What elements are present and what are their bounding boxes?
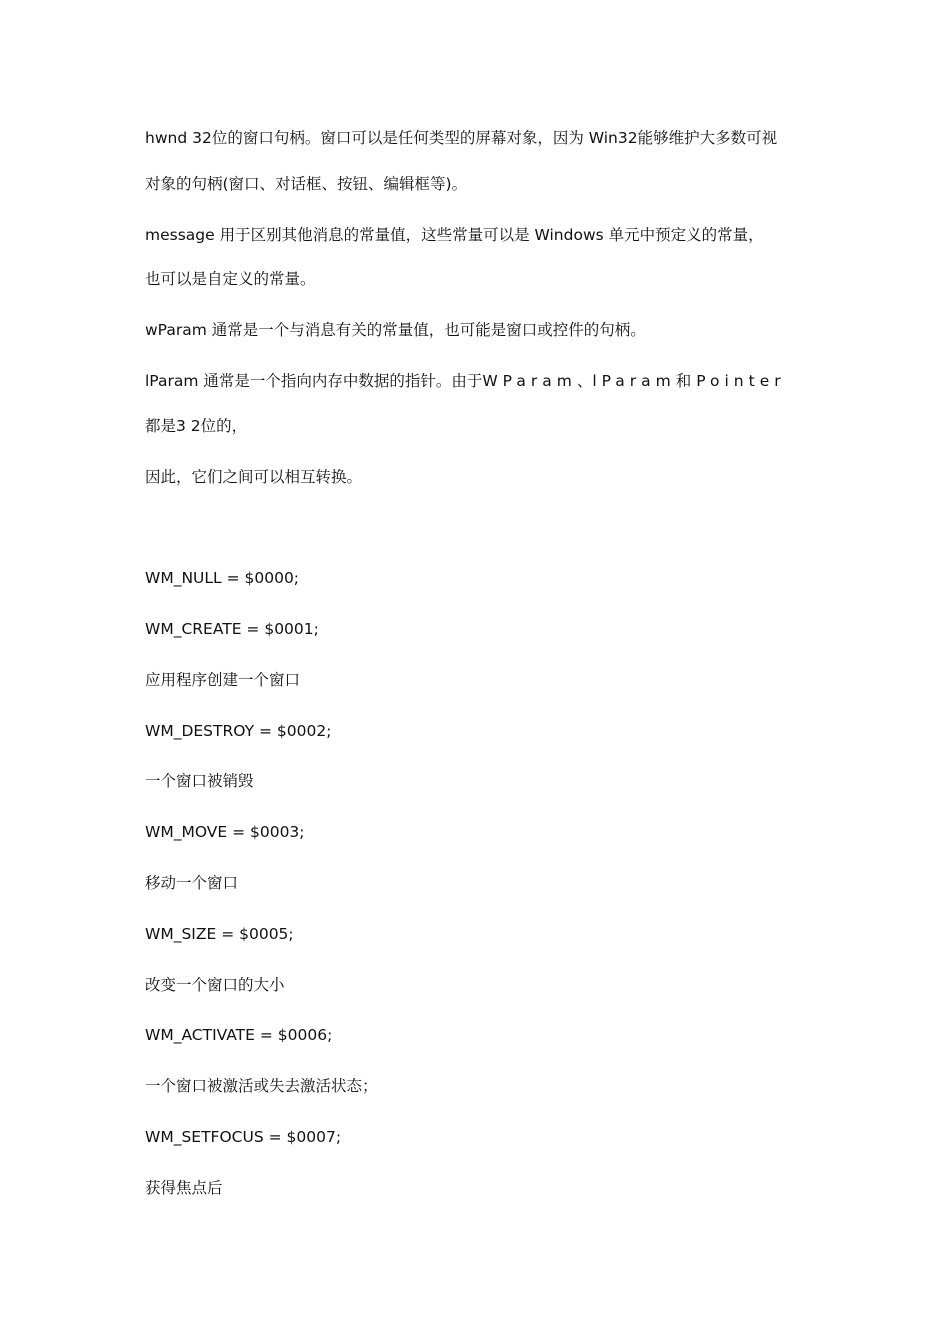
message-desc-wm-activate: 一个窗口被激活或失去激活状态；: [145, 1077, 378, 1095]
conjunction: 和: [675, 372, 692, 390]
message-desc-wm-destroy: 一个窗口被销毁: [145, 772, 254, 790]
message-code-wm-size: WM_SIZE = $0005;: [145, 925, 294, 943]
message-code-wm-destroy: WM_DESTROY = $0002;: [145, 722, 332, 740]
lparam-term: lParam: [592, 372, 676, 390]
message-code-wm-setfocus: WM_SETFOCUS = $0007;: [145, 1128, 342, 1146]
message-desc-wm-move: 移动一个窗口: [145, 874, 239, 892]
lparam-prefix: lParam 通常是一个指向内存中数据的指针。由于: [145, 372, 483, 390]
message-description-line-1: message 用于区别其他消息的常量值，这些常量可以是 Windows 单元中预定义的常量，: [145, 226, 764, 244]
wparam-term: WParam: [482, 372, 577, 390]
message-description-line-2: 也可以是自定义的常量。: [145, 270, 316, 288]
hwnd-description-line-1: hwnd 32位的窗口句柄。窗口可以是任何类型的屏幕对象，因为 Win32能够维护大多数可视: [145, 129, 778, 147]
message-code-wm-create: WM_CREATE = $0001;: [145, 620, 319, 638]
message-code-wm-move: WM_MOVE = $0003;: [145, 823, 305, 841]
lparam-description-line-1: [145, 371, 786, 391]
wparam-description: wParam 通常是一个与消息有关的常量值，也可能是窗口或控件的句柄。: [145, 321, 646, 339]
message-desc-wm-setfocus: 获得焦点后: [145, 1179, 223, 1197]
message-desc-wm-create: 应用程序创建一个窗口: [145, 671, 301, 689]
lparam-description-line-3: 因此，它们之间可以相互转换。: [145, 468, 363, 486]
lparam-description-line-2: 都是3 2位的，: [145, 417, 248, 435]
message-code-wm-null: WM_NULL = $0000;: [145, 569, 300, 587]
pointer-term: Pointer: [696, 372, 786, 390]
hwnd-description-line-2: 对象的句柄(窗口、对话框、按钮、编辑框等)。: [145, 175, 468, 193]
term-separator: 、: [576, 372, 593, 390]
message-code-wm-activate: WM_ACTIVATE = $0006;: [145, 1026, 333, 1044]
message-desc-wm-size: 改变一个窗口的大小: [145, 976, 285, 994]
